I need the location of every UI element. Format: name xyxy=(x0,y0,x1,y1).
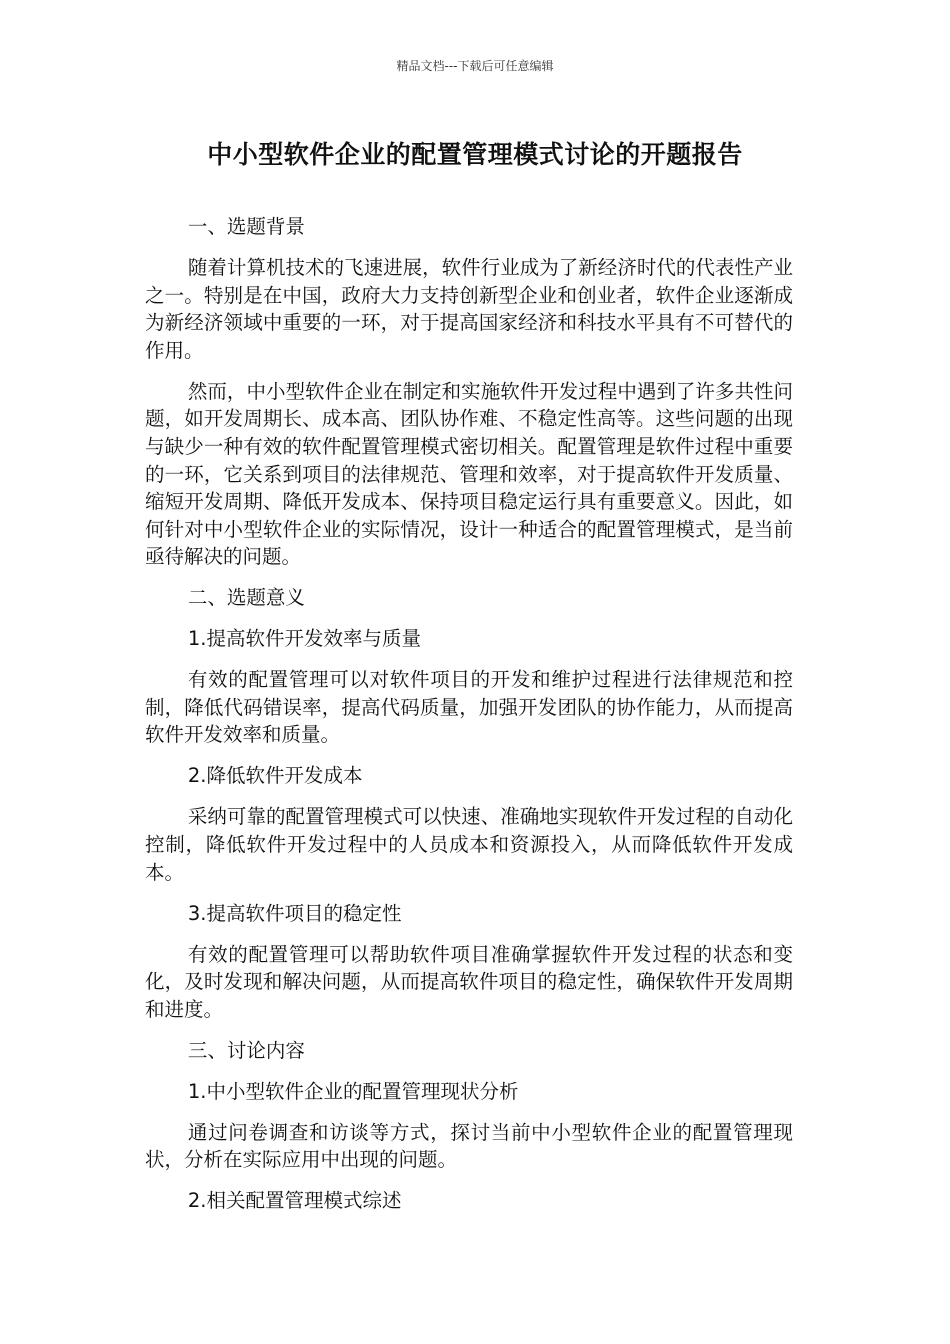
body-paragraph: 有效的配置管理可以帮助软件项目准确掌握软件开发过程的状态和变化，及时发现和解决问题，从而提高软件项目的稳定性，确保软件开发周期和进度。 xyxy=(145,942,793,1021)
subheading: 2.相关配置管理模式综述 xyxy=(187,1189,402,1213)
body-paragraph: 通过问卷调查和访谈等方式，探讨当前中小型软件企业的配置管理现状，分析在实际应用中出现的问题。 xyxy=(145,1120,793,1172)
subheading: 1.提高软件开发效率与质量 xyxy=(187,627,421,651)
subheading: 3.提高软件项目的稳定性 xyxy=(187,901,402,925)
body-paragraph: 采纳可靠的配置管理模式可以快速、准确地实现软件开发过程的自动化控制，降低软件开发过程中的人员成本和资源投入，从而降低软件开发成本。 xyxy=(145,805,793,884)
body-paragraph: 然而，中小型软件企业在制定和实施软件开发过程中遇到了许多共性问题，如开发周期长、成本高、团队协作难、不稳定性高等。这些问题的出现与缺少一种有效的软件配置管理模式密切相关。配置管理是软件过程中重要的一环，它关系到项目的法律规范、管理和效率，对于提高软件开发质量、缩短开发周期、降低开发成本、保持项目稳定运行具有重要意义。因此，如何针对中小型软件企业的实际情况，设计一种适合的配置管理模式，是当前亟待解决的问题。 xyxy=(145,379,793,569)
section-heading-background: 一、选题背景 xyxy=(187,215,305,238)
subheading: 2.降低软件开发成本 xyxy=(187,764,363,788)
section-heading-significance: 二、选题意义 xyxy=(187,586,305,610)
body-paragraph: 有效的配置管理可以对软件项目的开发和维护过程进行法律规范和控制，降低代码错误率，提高代码质量，加强开发团队的协作能力，从而提高软件开发效率和质量。 xyxy=(145,668,793,747)
subheading: 1.中小型软件企业的配置管理现状分析 xyxy=(187,1079,519,1103)
page-header: 精品文档---下载后可任意编辑 xyxy=(396,59,554,73)
document-body xyxy=(145,213,793,1228)
body-paragraph: 随着计算机技术的飞速进展，软件行业成为了新经济时代的代表性产业之一。特别是在中国，政府大力支持创新型企业和创业者，软件企业逐渐成为新经济领域中重要的一环，对于提高国家经济和科技水平具有不可替代的作用。 xyxy=(145,255,793,362)
document-title: 中小型软件企业的配置管理模式讨论的开题报告 xyxy=(207,140,743,169)
section-heading-content: 三、讨论内容 xyxy=(187,1038,305,1062)
